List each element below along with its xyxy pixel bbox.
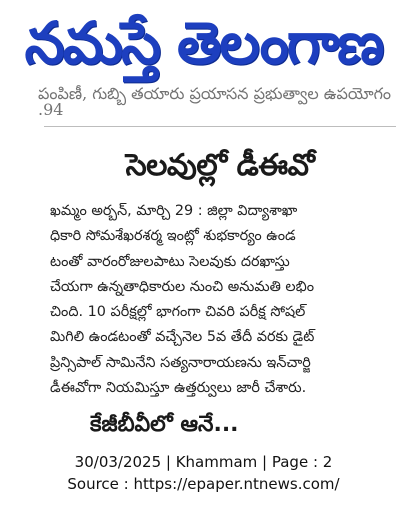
article-line: టంతో వారంరోజులపాటు సెలవుకు దరఖాస్తు — [50, 253, 290, 270]
article-line: మిగిలి ఉండటంతో వచ్చేనెల 5వ తేదీ వరకు డైట్ — [50, 329, 315, 346]
article-line: డీఈవోగా నియమిస్తూ ఉత్తర్వులు జారీ చేశారు. — [50, 380, 307, 397]
next-article-headline: కేజీబీవీలో ఆనే... — [90, 412, 239, 437]
previous-article-fragment — [38, 84, 398, 119]
previous-article-text: పంపిణీ, గుబ్బి తయారు ప్రయాసన ప్రభుత్వాల ఉపయోగం .94 — [38, 84, 392, 119]
article-headline: సెలవుల్లో డీఈవో — [125, 148, 315, 183]
newspaper-title: నమస్తే తెలంగాణ — [24, 9, 383, 77]
footer — [0, 451, 407, 495]
article-line: చింది. 10 పరీక్షల్లో భాగంగా చివరి పరీక్ష సోషల్ — [50, 304, 306, 321]
next-article-fragment — [90, 412, 330, 437]
masthead — [0, 0, 407, 88]
article-line: చేయగా ఉన్నతాధికారుల నుంచి అనుమతి లభిం — [50, 278, 315, 295]
article-line: ప్రిన్సిపాల్ సామినేని సత్యనారాయణను ఇన్‌చార్జి — [50, 354, 311, 371]
source-link[interactable]: Source : https://epaper.ntnews.com/ — [67, 475, 340, 493]
article-line: ఖమ్మం అర్బన్, మార్చి 29 : జిల్లా విద్యాశాఖా — [50, 203, 298, 219]
edition-info: 30/03/2025 | Khammam | Page : 2 — [74, 453, 333, 471]
section-divider — [44, 126, 396, 127]
article-body — [50, 199, 392, 401]
article-line: ధికారి సోమశేఖరశర్మ ఇంట్లో శుభకార్యం ఉండ — [50, 228, 296, 245]
